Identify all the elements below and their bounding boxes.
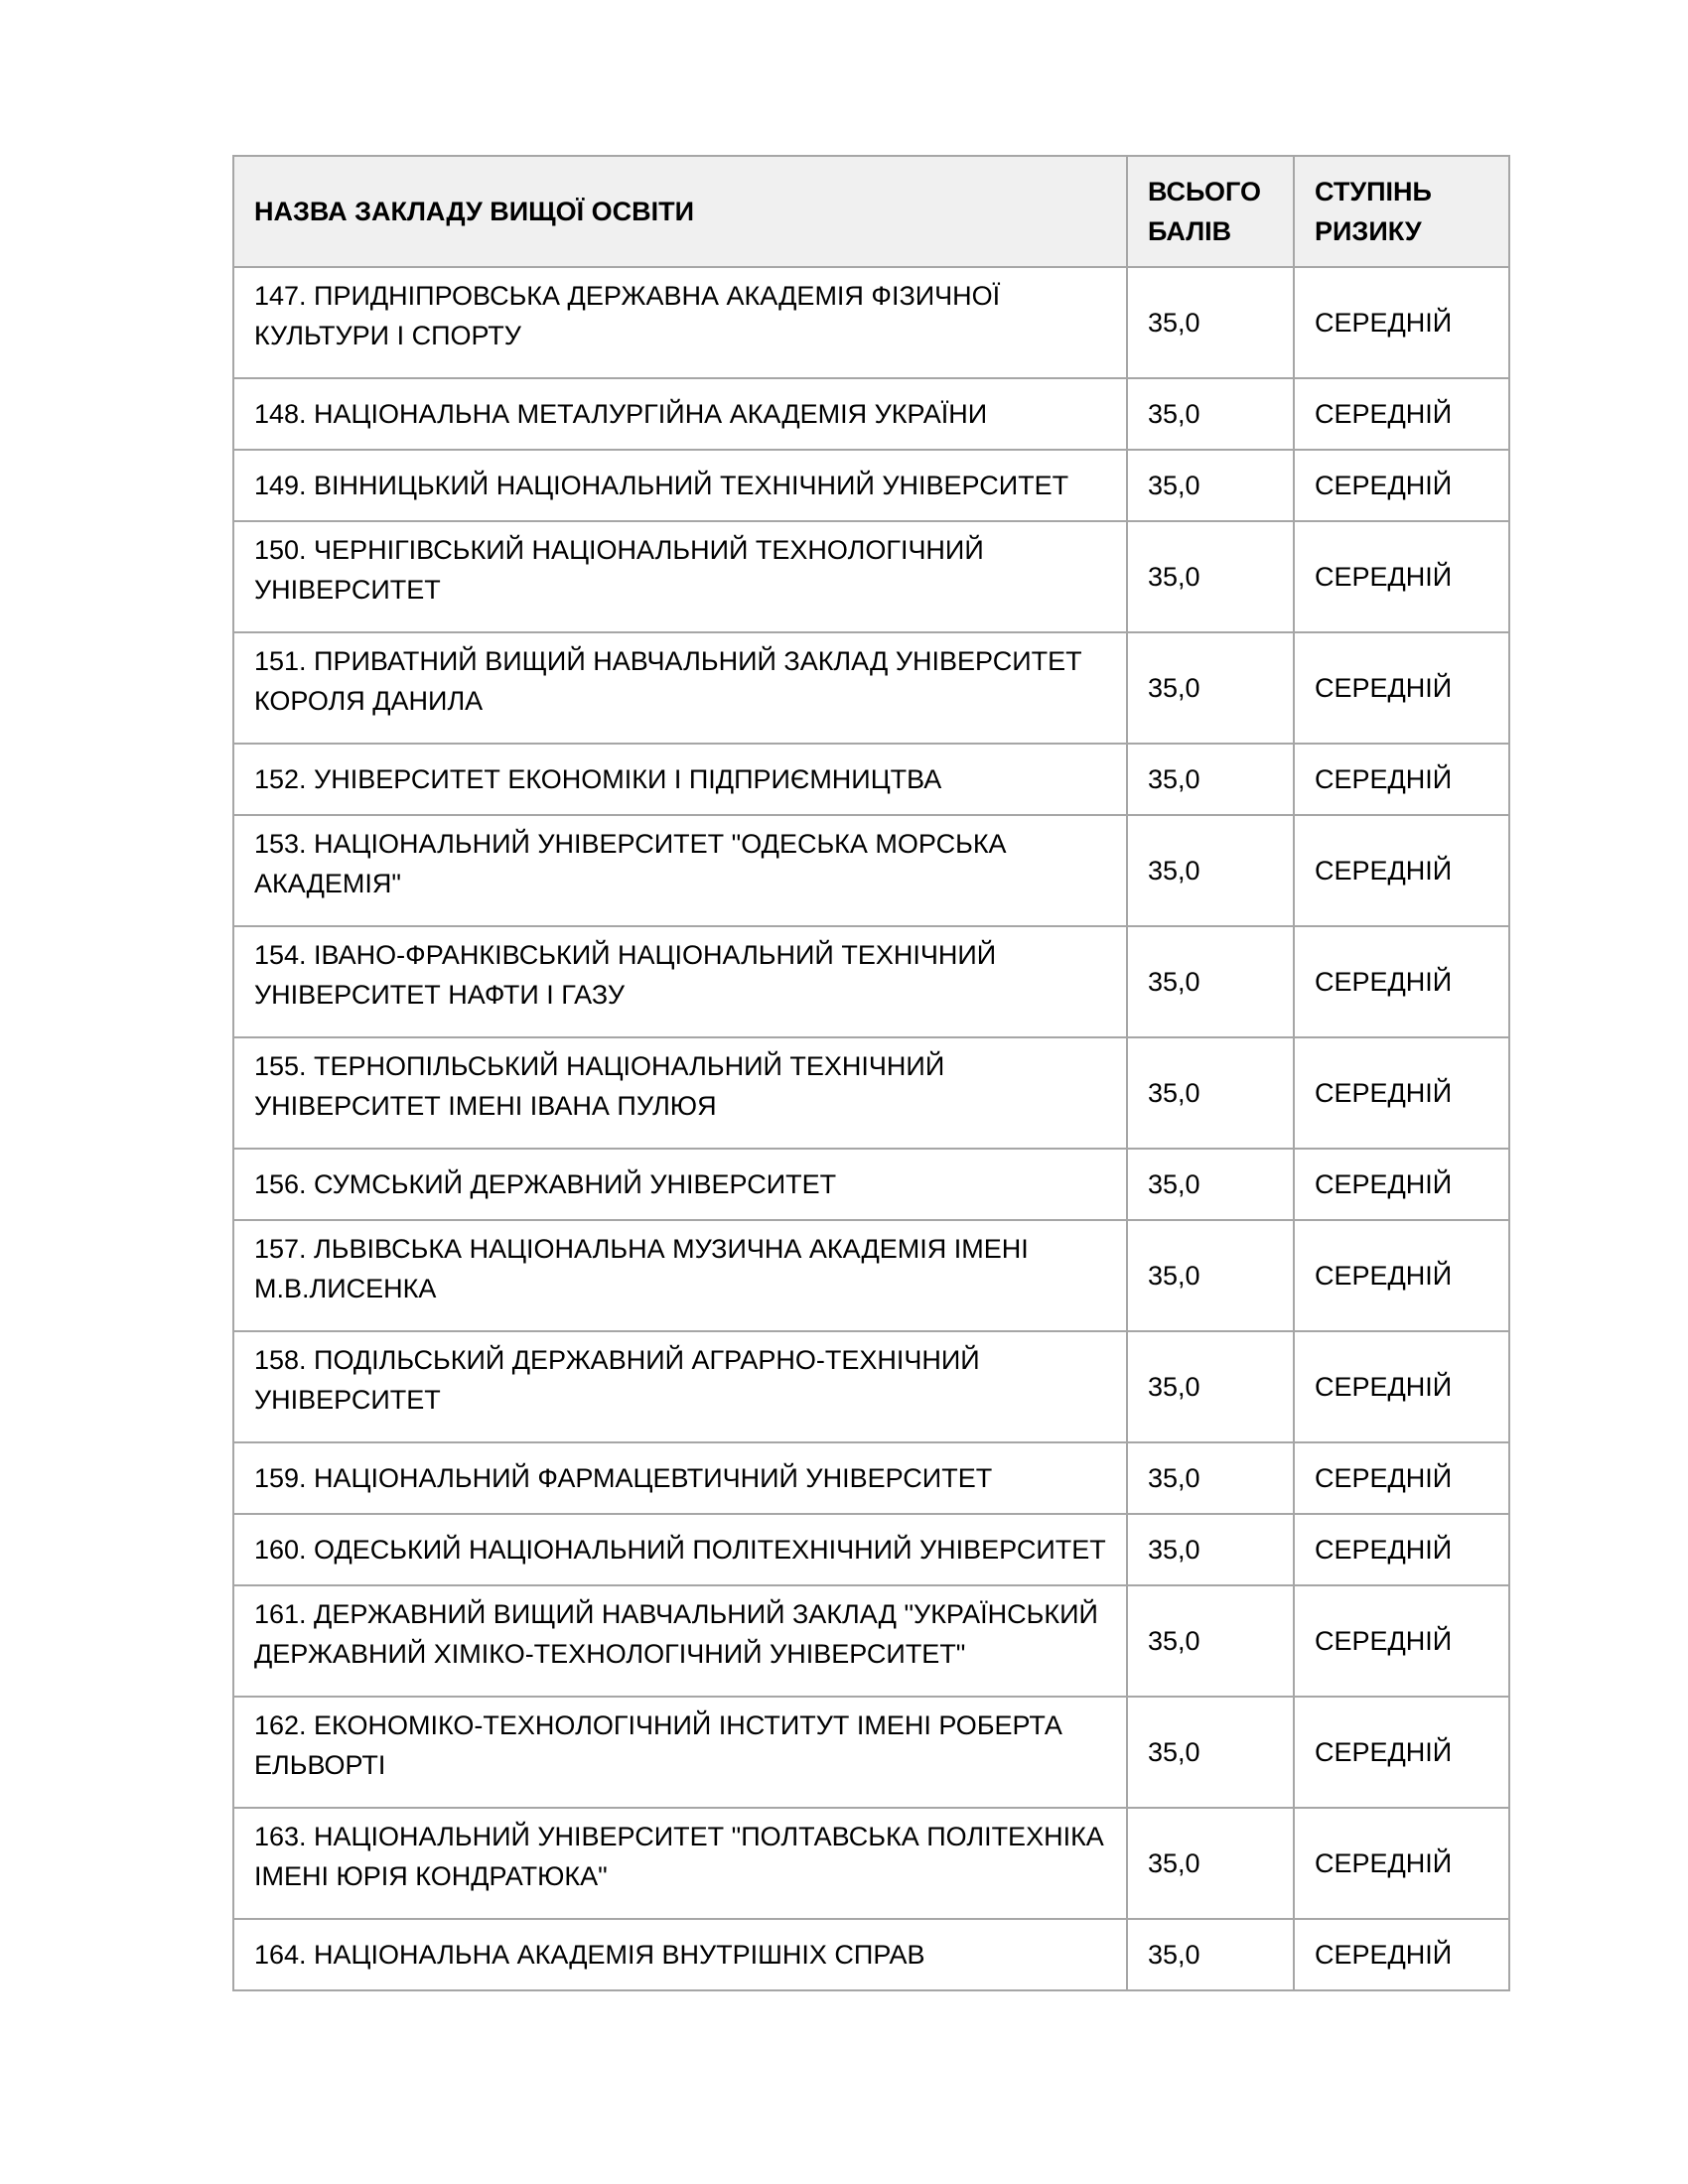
risk-cell: СЕРЕДНІЙ [1294, 1037, 1509, 1149]
institution-name-cell: 159. НАЦІОНАЛЬНИЙ ФАРМАЦЕВТИЧНИЙ УНІВЕРСИТЕТ [233, 1442, 1127, 1514]
table-row [233, 521, 1509, 632]
table-row [233, 1442, 1509, 1514]
table-row [233, 815, 1509, 926]
table-row [233, 267, 1509, 378]
table-row [233, 378, 1509, 450]
table-row [233, 1220, 1509, 1331]
risk-table [232, 155, 1510, 1991]
table-body [233, 267, 1509, 1990]
institution-name-cell: 148. НАЦІОНАЛЬНА МЕТАЛУРГІЙНА АКАДЕМІЯ УКРАЇНИ [233, 378, 1127, 450]
institution-name-cell: 158. ПОДІЛЬСЬКИЙ ДЕРЖАВНИЙ АГРАРНО-ТЕХНІЧНИЙ УНІВЕРСИТЕТ [233, 1331, 1127, 1442]
header-risk-level [1294, 156, 1509, 267]
score-cell: 35,0 [1127, 632, 1294, 744]
risk-cell: СЕРЕДНІЙ [1294, 815, 1509, 926]
risk-cell: СЕРЕДНІЙ [1294, 1919, 1509, 1990]
institution-name-cell: 160. ОДЕСЬКИЙ НАЦІОНАЛЬНИЙ ПОЛІТЕХНІЧНИЙ УНІВЕРСИТЕТ [233, 1514, 1127, 1585]
score-cell: 35,0 [1127, 815, 1294, 926]
institution-name-cell: 149. ВІННИЦЬКИЙ НАЦІОНАЛЬНИЙ ТЕХНІЧНИЙ УНІВЕРСИТЕТ [233, 450, 1127, 521]
header-risk-level-line2: РИЗИКУ [1315, 216, 1422, 246]
table-row [233, 1037, 1509, 1149]
score-cell: 35,0 [1127, 450, 1294, 521]
score-cell: 35,0 [1127, 1808, 1294, 1919]
institution-name-cell: 153. НАЦІОНАЛЬНИЙ УНІВЕРСИТЕТ "ОДЕСЬКА МОРСЬКА АКАДЕМІЯ" [233, 815, 1127, 926]
header-total-score [1127, 156, 1294, 267]
table-row [233, 1697, 1509, 1808]
table-row [233, 632, 1509, 744]
risk-cell: СЕРЕДНІЙ [1294, 744, 1509, 815]
table-row [233, 744, 1509, 815]
institution-name-cell: 157. ЛЬВІВСЬКА НАЦІОНАЛЬНА МУЗИЧНА АКАДЕМІЯ ІМЕНІ М.В.ЛИСЕНКА [233, 1220, 1127, 1331]
risk-cell: СЕРЕДНІЙ [1294, 1220, 1509, 1331]
score-cell: 35,0 [1127, 744, 1294, 815]
institution-name-cell: 155. ТЕРНОПІЛЬСЬКИЙ НАЦІОНАЛЬНИЙ ТЕХНІЧНИЙ УНІВЕРСИТЕТ ІМЕНІ ІВАНА ПУЛЮЯ [233, 1037, 1127, 1149]
risk-cell: СЕРЕДНІЙ [1294, 267, 1509, 378]
institution-name-cell: 152. УНІВЕРСИТЕТ ЕКОНОМІКИ І ПІДПРИЄМНИЦТВА [233, 744, 1127, 815]
score-cell: 35,0 [1127, 521, 1294, 632]
institution-name-cell: 151. ПРИВАТНИЙ ВИЩИЙ НАВЧАЛЬНИЙ ЗАКЛАД УНІВЕРСИТЕТ КОРОЛЯ ДАНИЛА [233, 632, 1127, 744]
header-institution-name: НАЗВА ЗАКЛАДУ ВИЩОЇ ОСВІТИ [233, 156, 1127, 267]
score-cell: 35,0 [1127, 1220, 1294, 1331]
institution-name-cell: 164. НАЦІОНАЛЬНА АКАДЕМІЯ ВНУТРІШНІХ СПРАВ [233, 1919, 1127, 1990]
risk-cell: СЕРЕДНІЙ [1294, 632, 1509, 744]
table-row [233, 926, 1509, 1037]
table-row [233, 1514, 1509, 1585]
table-row [233, 1331, 1509, 1442]
risk-cell: СЕРЕДНІЙ [1294, 1442, 1509, 1514]
risk-cell: СЕРЕДНІЙ [1294, 926, 1509, 1037]
score-cell: 35,0 [1127, 1037, 1294, 1149]
institution-name-cell: 150. ЧЕРНІГІВСЬКИЙ НАЦІОНАЛЬНИЙ ТЕХНОЛОГІЧНИЙ УНІВЕРСИТЕТ [233, 521, 1127, 632]
risk-cell: СЕРЕДНІЙ [1294, 1585, 1509, 1697]
risk-cell: СЕРЕДНІЙ [1294, 378, 1509, 450]
score-cell: 35,0 [1127, 1514, 1294, 1585]
score-cell: 35,0 [1127, 1919, 1294, 1990]
table-row [233, 1585, 1509, 1697]
risk-cell: СЕРЕДНІЙ [1294, 1697, 1509, 1808]
risk-cell: СЕРЕДНІЙ [1294, 1149, 1509, 1220]
score-cell: 35,0 [1127, 1442, 1294, 1514]
header-row [233, 156, 1509, 267]
table-row [233, 1149, 1509, 1220]
institution-name-cell: 163. НАЦІОНАЛЬНИЙ УНІВЕРСИТЕТ "ПОЛТАВСЬКА ПОЛІТЕХНІКА ІМЕНІ ЮРІЯ КОНДРАТЮКА" [233, 1808, 1127, 1919]
score-cell: 35,0 [1127, 1697, 1294, 1808]
risk-cell: СЕРЕДНІЙ [1294, 1331, 1509, 1442]
table-row [233, 1919, 1509, 1990]
score-cell: 35,0 [1127, 926, 1294, 1037]
risk-cell: СЕРЕДНІЙ [1294, 521, 1509, 632]
score-cell: 35,0 [1127, 267, 1294, 378]
table-row [233, 1808, 1509, 1919]
institution-name-cell: 154. ІВАНО-ФРАНКІВСЬКИЙ НАЦІОНАЛЬНИЙ ТЕХНІЧНИЙ УНІВЕРСИТЕТ НАФТИ І ГАЗУ [233, 926, 1127, 1037]
header-risk-level-line1: СТУПІНЬ [1315, 177, 1432, 206]
risk-cell: СЕРЕДНІЙ [1294, 1514, 1509, 1585]
risk-table-container [232, 155, 1508, 1991]
table-header [233, 156, 1509, 267]
score-cell: 35,0 [1127, 378, 1294, 450]
risk-cell: СЕРЕДНІЙ [1294, 450, 1509, 521]
table-row [233, 450, 1509, 521]
header-total-score-line2: БАЛІВ [1148, 216, 1232, 246]
score-cell: 35,0 [1127, 1149, 1294, 1220]
score-cell: 35,0 [1127, 1585, 1294, 1697]
score-cell: 35,0 [1127, 1331, 1294, 1442]
institution-name-cell: 156. СУМСЬКИЙ ДЕРЖАВНИЙ УНІВЕРСИТЕТ [233, 1149, 1127, 1220]
institution-name-cell: 162. ЕКОНОМІКО-ТЕХНОЛОГІЧНИЙ ІНСТИТУТ ІМЕНІ РОБЕРТА ЕЛЬВОРТІ [233, 1697, 1127, 1808]
institution-name-cell: 147. ПРИДНІПРОВСЬКА ДЕРЖАВНА АКАДЕМІЯ ФІЗИЧНОЇ КУЛЬТУРИ І СПОРТУ [233, 267, 1127, 378]
header-total-score-line1: ВСЬОГО [1148, 177, 1261, 206]
institution-name-cell: 161. ДЕРЖАВНИЙ ВИЩИЙ НАВЧАЛЬНИЙ ЗАКЛАД "УКРАЇНСЬКИЙ ДЕРЖАВНИЙ ХІМІКО-ТЕХНОЛОГІЧНИЙ УНІВЕРСИТЕТ" [233, 1585, 1127, 1697]
risk-cell: СЕРЕДНІЙ [1294, 1808, 1509, 1919]
